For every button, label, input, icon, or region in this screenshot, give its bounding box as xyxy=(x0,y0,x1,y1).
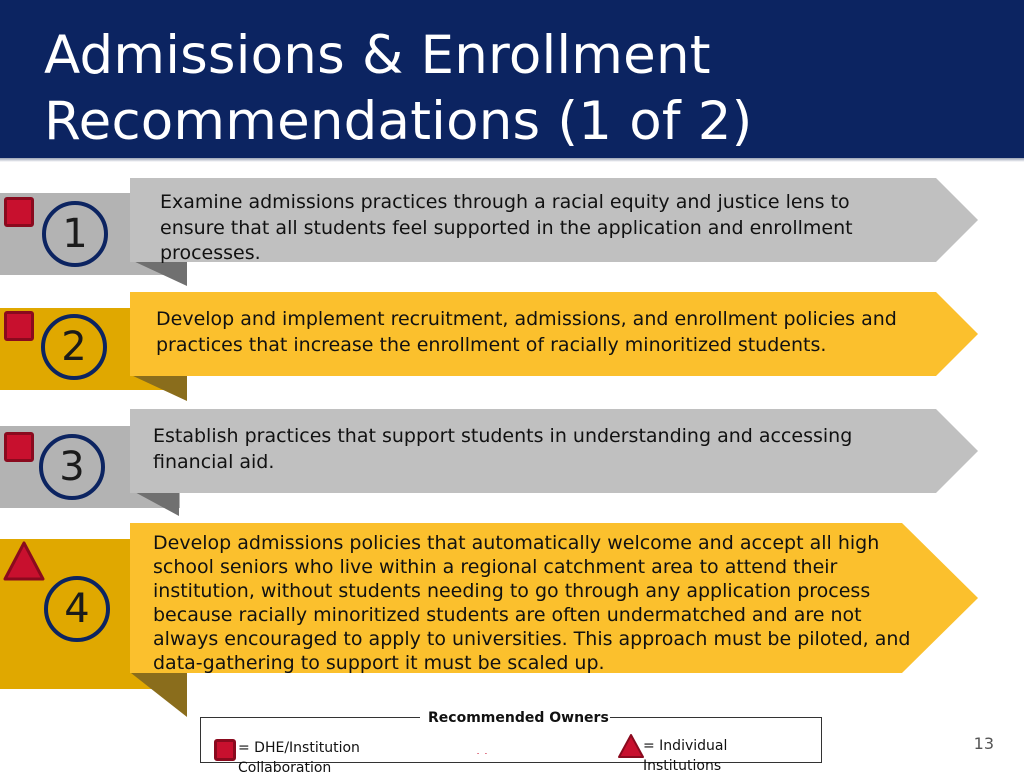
square-icon xyxy=(214,739,236,761)
recommendation-text: Develop and implement recruitment, admissions, and enrollment policies and practices that increase the enrollment of racially minoritized students. xyxy=(156,308,897,356)
number-circle: 3 xyxy=(39,434,105,500)
legend-title: Recommended Owners xyxy=(420,709,610,753)
fold-shadow xyxy=(131,673,187,717)
title-bar xyxy=(0,0,1024,158)
recommendation-text: Develop admissions policies that automatically welcome and accept all high school seniors who live within a regional catchment area to attend their institution, without students needing to go through any application process because racially minoritized students are often undermatched and are not always encouraged to apply to universities. This approach must be piloted, and data-gathering to support it must be scaled up. xyxy=(153,532,911,674)
number-circle: 2 xyxy=(41,314,107,380)
square-icon xyxy=(4,197,34,227)
square-icon xyxy=(4,432,34,462)
slide-title-line-1: Admissions & Enrollment xyxy=(44,25,711,86)
number-circle: 4 xyxy=(44,576,110,642)
number-circle: 1 xyxy=(42,201,108,267)
triangle-icon xyxy=(617,733,645,759)
recommendation-text: Establish practices that support students in understanding and accessing financial aid. xyxy=(153,425,853,473)
recommendation-text: Examine admissions practices through a racial equity and justice lens to ensure that all students feel supported in the application and enrollment processes. xyxy=(160,191,853,264)
legend-dhe-institution-label: = DHE/Institution Collaboration xyxy=(238,740,360,776)
slide-title-line-2: Recommendations (1 of 2) xyxy=(44,91,753,152)
triangle-icon xyxy=(2,540,46,582)
legend-individual-institutions-label: = Individual Institutions xyxy=(643,738,728,774)
fold-shadow xyxy=(131,375,187,401)
page-number: 13 xyxy=(973,734,994,753)
square-icon xyxy=(4,311,34,341)
